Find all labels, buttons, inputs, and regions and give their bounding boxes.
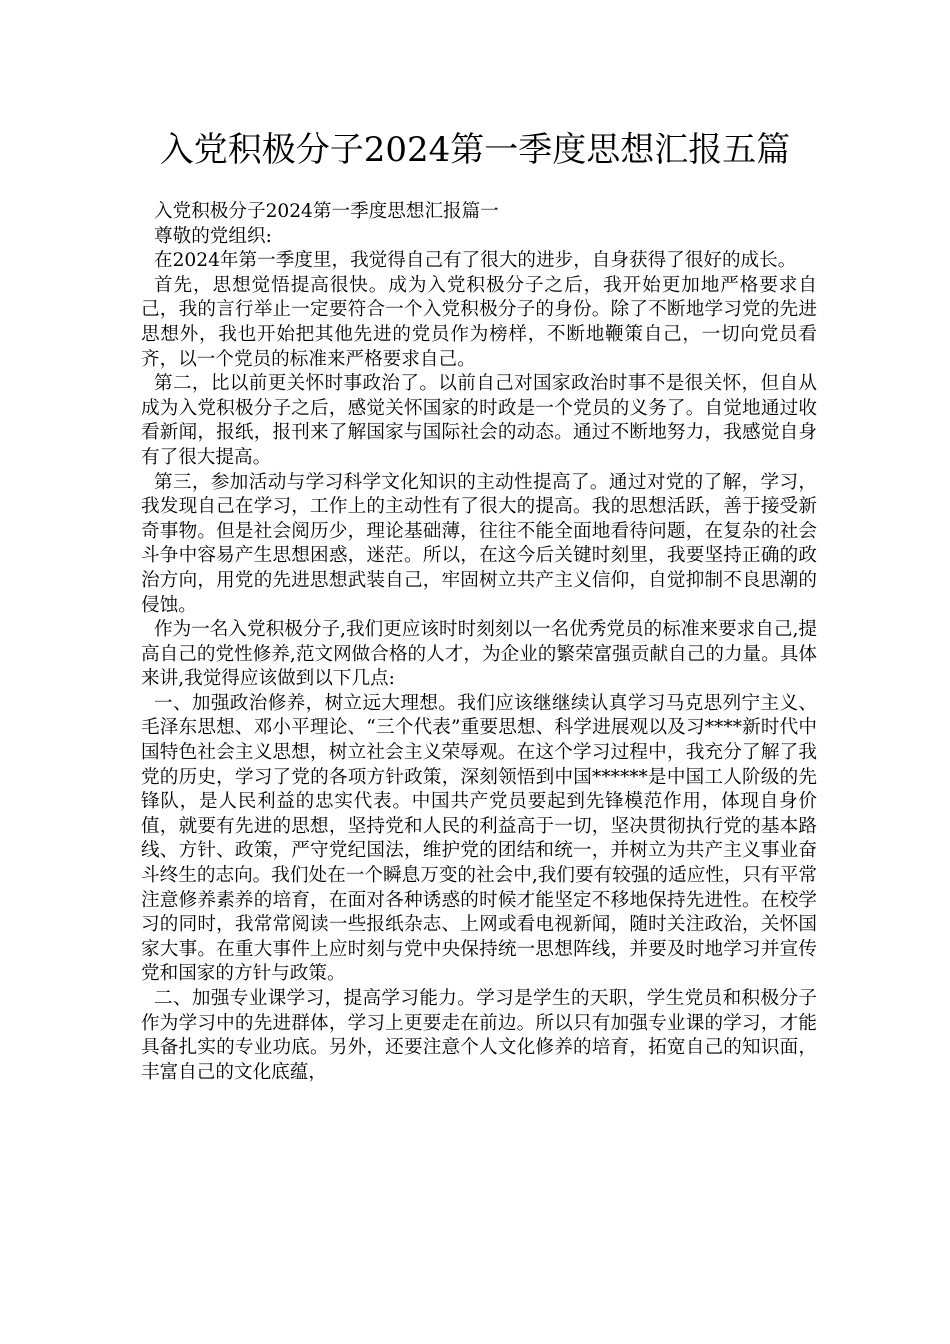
section-heading: 入党积极分子2024第一季度思想汇报篇一 <box>154 201 499 222</box>
paragraph: 首先，思想觉悟提高很快。成为入党积极分子之后，我开始更加地严格要求自己，我的言行举止一定要符合一个入党积极分子的身份。除了不断地学习党的先进思想外，我也开始把其他先进的党员作为榜样，不断地鞭策自己，一切向党员看齐，以一个党员的标准来严格要求自己。 <box>141 274 817 370</box>
paragraph: 作为一名入党积极分子,我们更应该时时刻刻以一名优秀党员的标准来要求自己,提高自己的党性修养,范文网做合格的人才，为企业的繁荣富强贡献自己的力量。具体来讲,我觉得应该做到以下几点: <box>141 619 817 690</box>
paragraph: 在2024年第一季度里，我觉得自己有了很大的进步，自身获得了很好的成长。 <box>154 250 797 272</box>
salutation: 尊敬的党组织: <box>154 225 272 247</box>
document-body <box>141 200 817 1085</box>
document-title: 入党积极分子2024第一季度思想汇报五篇 <box>159 130 791 170</box>
paragraph: 第三，参加活动与学习科学文化知识的主动性提高了。通过对党的了解，学习，我发现自己在学习，工作上的主动性有了很大的提高。我的思想活跃，善于接受新奇事物。但是社会阅历少，理论基础薄，往往不能全面地看待问题，在复杂的社会斗争中容易产生思想困惑，迷茫。所以，在这今后关键时刻里，我要坚持正确的政治方向，用党的先进思想武装自己，牢固树立共产主义信仰，自觉抑制不良思潮的侵蚀。 <box>141 471 817 616</box>
paragraph: 一、加强政治修养，树立远大理想。我们应该继继续认真学习马克思列宁主义、毛泽东思想、邓小平理论、“三个代表”重要思想、科学进展观以及习****新时代中国特色社会主义思想，树立社会主义荣辱观。在这个学习过程中，我充分了解了我党的历史，学习了党的各项方针政策，深刻领悟到中国******是中国工人阶级的先锋队，是人民利益的忠实代表。中国共产党员要起到先锋模范作用，体现自身价值，就要有先进的思想，坚持党和人民的利益高于一切，坚决贯彻执行党的基本路线、方针、政策，严守党纪国法，维护党的团结和统一，并树立为共产主义事业奋斗终生的志向。我们处在一个瞬息万变的社会中,我们要有较强的适应性，只有平常注意修养素养的培育，在面对各种诱惑的时候才能坚定不移地保持先进性。在校学习的同时，我常常阅读一些报纸杂志、上网或看电视新闻，随时关注政治，关怀国家大事。在重大事件上应时刻与党中央保持统一思想阵线，并要及时地学习并宣传党和国家的方针与政策。 <box>141 692 817 985</box>
paragraph: 第二，比以前更关怀时事政治了。以前自己对国家政治时事不是很关怀，但自从成为入党积极分子之后，感觉关怀国家的时政是一个党员的义务了。自觉地通过收看新闻，报纸，报刊来了解国家与国际社会的动态。通过不断地努力，我感觉自身有了很大提高。 <box>141 373 817 468</box>
paragraph: 二、加强专业课学习，提高学习能力。学习是学生的天职，学生党员和积极分子作为学习中的先进群体，学习上更要走在前边。所以只有加强专业课的学习，才能具备扎实的专业功底。另外，还要注意个人文化修养的培育，拓宽自己的知识面，丰富自己的文化底蕴， <box>141 988 817 1083</box>
